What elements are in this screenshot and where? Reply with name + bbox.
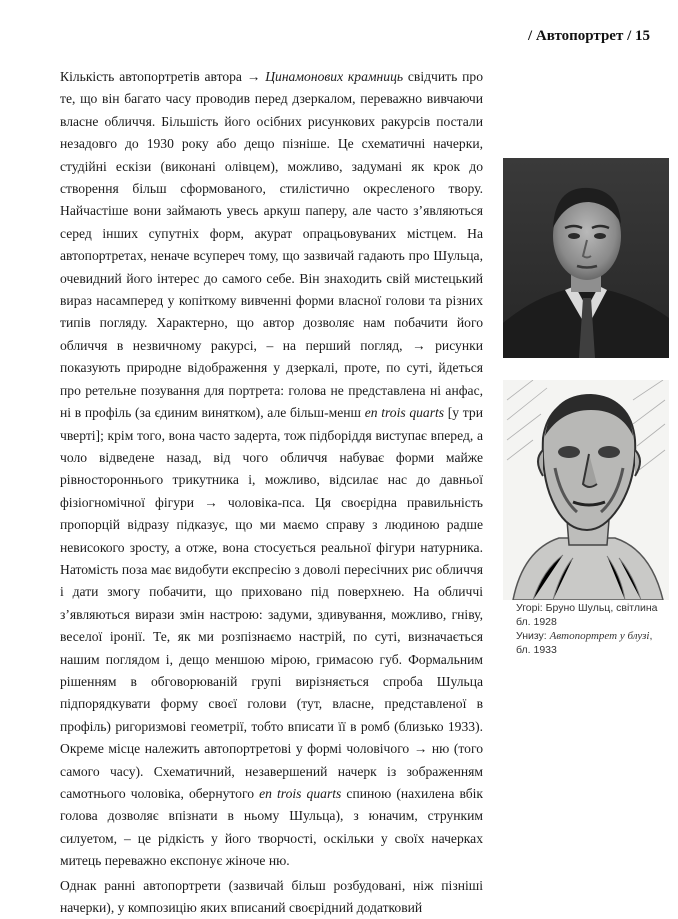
body-text: [60, 66, 483, 919]
paragraph-2: Однак ранні автопортрети (зазвичай більш розбудовані, ніж пізніші начерки), у композицію яких вписаний своєрідний додатковий: [60, 877, 483, 916]
portrait-photograph: [503, 158, 669, 358]
figure-caption: [516, 601, 666, 657]
self-portrait-drawing: [503, 380, 669, 600]
book-title: Цинамонових крамниць: [265, 69, 404, 84]
foreign-term: en trois quarts: [364, 405, 445, 421]
running-head: / Автопортрет / 15: [527, 28, 650, 44]
caption-bottom: Унизу: Автопортрет у блузі, бл. 1933: [516, 630, 653, 656]
paragraph-1: Кількість автопортретів автора → Цинамонових крамниць свідчить про те, що він багато часу проводив перед дзеркалом, переважно вивчаючи власне обличчя. Більшість його осібних рисункових ракурсів постали незадовго до 1930 року або дещо пізніше. Це схематичні начерки, студійні ескізи (виконані олівцем), можливо, задумані як крок до створення більш сформованого, стилістично окресленого твору. Найчастіше вони займають увесь аркуш паперу, але часто з’являються серед інших супутніх форм, акурат опрацьовуваних містцем. На автопортретах, неначе всупереч тому, що зазвичай гадають про Шульца, очевидний його інтерес до самого себе. Він знаходить свій мистецький вираз насамперед у копіткому вивченні форми власної голови та різних типів погляду. Характерно, що автор дозволяє нам побачити його обличчя в незвичному ракурсі, – на перший погляд, → рисунки показують природне відображення у дзеркалі, проте, по суті, йдеться про ретельне позування для портрета: голова не представлена ні анфас, ні в профіль (за єдиним винятком), але більш-менш en trois quarts [у три чверті]; крім того, вона часто задерта, тож підборіддя виступає вперед, а чоло відведене назад, від чого обличчя набуває форми майже рівностороннього трикутника і, можливо, відсилає нас до давньої фізіогномічної фігури → чоловіка-пса. Ця своєрідна правильність пропорцій відразу підказує, що ми маємо справу з людиною радше невисокого зросту, а отже, вона стосується реальної фігури натурника. Натомість поза має видобути експресію з доволі пересічних рис обличчя і дати змогу побачити, що приховано під поверхнею. На обличчі з’являються вирази змін настрою: задуми, здивування, можливо, гніву, веселої іронії. Те, як ми розпізнаємо настрій, по суті, визначається нашим поглядом і, дещо меншою мірою, гримасою губ. Формальним рішенням в обговорюваній групі вирізняється спроба Шульца підпорядкувати форму своєї голови (тут, власне, представленої в профіль) ригоризмові геометрії, тобто вписати її в ромб (близько 1933). Окреме місце належить автопортретові у формі чоловічого → ню (того самого часу). Схематичний, незавершений начерк із зображенням самотнього чоловіка, обернутого en trois quarts спиною (нахилена вбік голова дозволяє впізнати в ньому Шульца), з юначим, струнким силуетом, – це рідкість у його творчості, оскільки у своїх начерках митець переважно експонує жіноче ню.: [60, 69, 483, 869]
foreign-term: en trois quarts: [259, 786, 342, 801]
caption-top: Угорі: Бруно Шульц, світлина бл. 1928: [516, 602, 658, 628]
